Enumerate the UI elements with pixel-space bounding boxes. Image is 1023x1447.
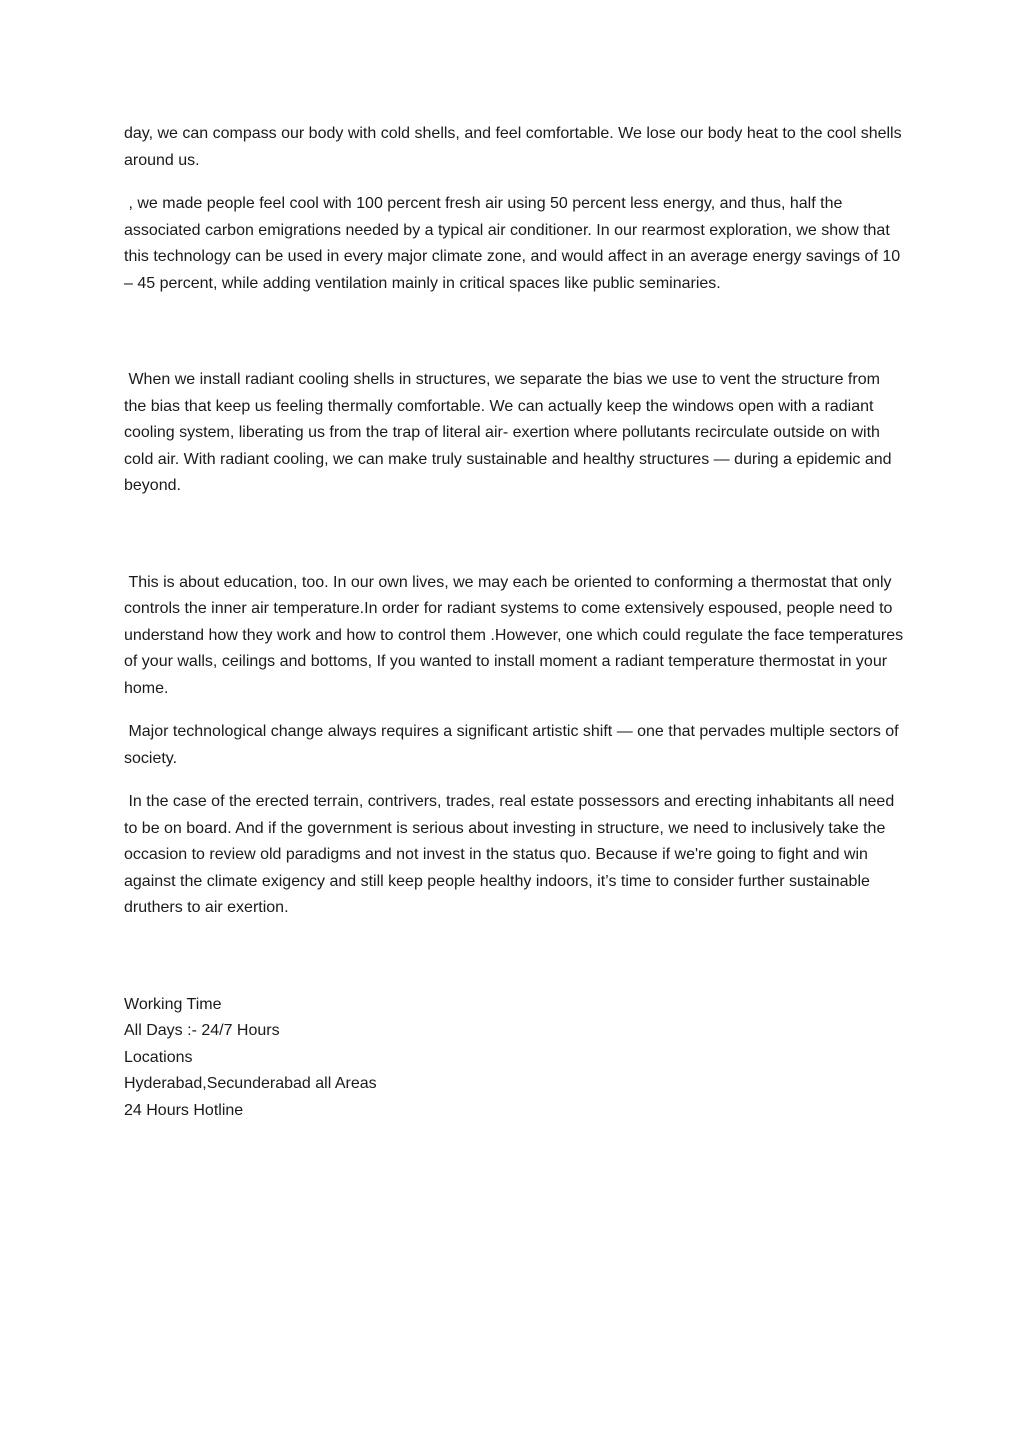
hotline-label: 24 Hours Hotline <box>124 1101 244 1119</box>
paragraph-technological-change: Major technological change always requires a significant artistic shift — one that pervades multiple sectors of society. <box>124 723 904 767</box>
paragraph-radiant-shells: day, we can compass our body with cold shells, and feel comfortable. We lose our body heat to the cool shells around us. <box>124 125 907 169</box>
working-time-value: All Days :- 24/7 Hours <box>124 1022 280 1039</box>
working-time-label: Working Time <box>124 995 222 1013</box>
locations-value: Hyderabad,Secunderabad all Areas <box>124 1075 377 1092</box>
document-page <box>124 121 908 1124</box>
paragraph-fresh-air-energy: , we made people feel cool with 100 percent fresh air using 50 percent less energy, and thus, half the associated carbon emigrations needed by a typical air conditioner. In our rearmost exploration, we show that this technology can be used in every major climate zone, and would affect in an average energy savings of 10 – 45 percent, while adding ventilation mainly in critical spaces like public seminaries. <box>124 195 905 292</box>
locations-label: Locations <box>124 1048 193 1066</box>
paragraph-education: This is about education, too. In our own lives, we may each be oriented to conforming a thermostat that only controls the inner air temperature.In order for radiant systems to come extensively espoused, people need to understand how they work and how to control them .However, one which could regulate the face temperatures of your walls, ceilings and bottoms, If you wanted to install moment a radiant temperature thermostat in your home. <box>124 573 908 697</box>
paragraph-install-radiant-cooling: When we install radiant cooling shells in structures, we separate the bias we use to vent the structure from the bias that keep us feeling thermally comfortable. We can actually keep the windows open with a radiant cooling system, liberating us from the trap of literal air- exertion where pollutants recirculate outside on with cold air. With radiant cooling, we can make truly sustainable and healthy structures — during a epidemic and beyond. <box>124 371 896 494</box>
paragraph-erected-terrain: In the case of the erected terrain, contrivers, trades, real estate possessors and erecting inhabitants all need to be on board. And if the government is serious about investing in structure, we need to inclusively take the occasion to review old paradigms and not invest in the status quo. Because if we're going to fight and win against the climate exigency and still keep people healthy indoors, it’s time to consider further sustainable druthers to air exertion. <box>124 793 899 916</box>
